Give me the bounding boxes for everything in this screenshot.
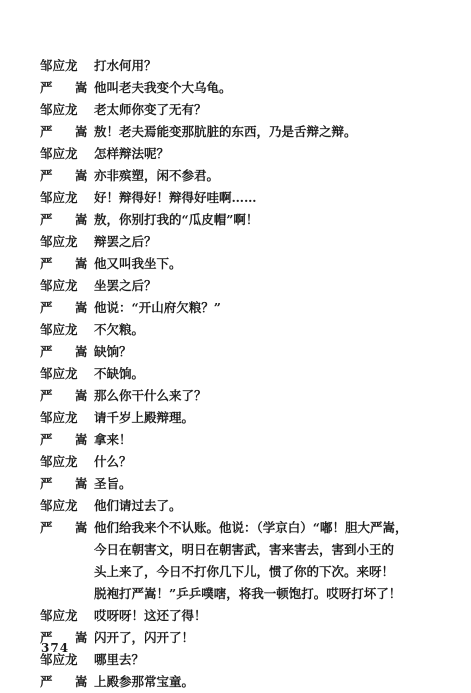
dialogue-text: 闪开了，闪开了！ (94, 630, 195, 645)
dialogue-line (0, 517, 471, 539)
dialogue-text: 敖，你别打我的“瓜皮帽”啊！ (94, 212, 259, 227)
dialogue-text: 不欠粮。 (94, 322, 145, 337)
speaker-name: 严 嵩 (40, 674, 97, 689)
dialogue-line (0, 121, 471, 143)
speaker-name: 严 嵩 (40, 476, 97, 491)
speaker-name: 邹应龙 (40, 366, 78, 381)
dialogue-line (0, 319, 471, 341)
speaker-name: 严 嵩 (40, 432, 97, 447)
speaker-name: 邹应龙 (40, 190, 78, 205)
speaker-name: 严 嵩 (40, 300, 97, 315)
dialogue-text: 怎样辩法呢？ (94, 146, 170, 161)
dialogue-line (0, 385, 471, 407)
speaker-name: 邹应龙 (40, 652, 78, 667)
dialogue-text: 老太师你变了无有？ (94, 102, 207, 117)
speaker-name: 严 嵩 (40, 344, 97, 359)
dialogue-line (0, 231, 471, 253)
speaker-name: 严 嵩 (40, 80, 97, 95)
speaker-name: 邹应龙 (40, 102, 78, 117)
dialogue-line (0, 429, 471, 451)
speaker-name: 严 嵩 (40, 124, 97, 139)
dialogue-text: 圣旨。 (94, 476, 132, 491)
speaker-name: 严 嵩 (40, 520, 97, 535)
dialogue-line (0, 407, 471, 429)
dialogue-line (0, 649, 471, 671)
dialogue-text: 亦非殡塑，闲不参君。 (94, 168, 220, 183)
dialogue-text: 上殿参那常宝童。 (94, 674, 195, 689)
dialogue-text: 他叫老夫我变个大乌龟。 (94, 80, 232, 95)
dialogue-text: 打水何用？ (94, 58, 157, 73)
dialogue-text: 他们请过去了。 (94, 498, 182, 513)
dialogue-line (0, 451, 471, 473)
dialogue-line (0, 495, 471, 517)
dialogue-line (0, 539, 471, 561)
dialogue-line (0, 605, 471, 627)
dialogue-line (0, 275, 471, 297)
dialogue-line (0, 473, 471, 495)
dialogue-text: 什么？ (94, 454, 132, 469)
dialogue-line (0, 341, 471, 363)
dialogue-text: 今日在朝害文，明日在朝害武，害来害去，害到小王的 (94, 542, 395, 557)
dialogue-text: 坐罢之后？ (94, 278, 157, 293)
speaker-name: 邹应龙 (40, 146, 78, 161)
dialogue-text: 他又叫我坐下。 (94, 256, 182, 271)
dialogue-line (0, 55, 471, 77)
speaker-name: 严 嵩 (40, 388, 97, 403)
page-number: 374 (41, 641, 70, 655)
speaker-name: 邹应龙 (40, 322, 78, 337)
speaker-name: 严 嵩 (40, 212, 97, 227)
dialogue-text: 头上来了，今日不打你几下儿，惯了你的下次。来呀！ (94, 564, 395, 579)
dialogue-line (0, 143, 471, 165)
dialogue-line (0, 209, 471, 231)
dialogue-line (0, 99, 471, 121)
dialogue-text: 那么你干什么来了？ (94, 388, 207, 403)
speaker-name: 邹应龙 (40, 498, 78, 513)
dialogue-text: 辩罢之后？ (94, 234, 157, 249)
dialogue-line (0, 627, 471, 649)
speaker-name: 邹应龙 (40, 58, 78, 73)
dialogue-text: 请千岁上殿辩理。 (94, 410, 195, 425)
dialogue-line (0, 77, 471, 99)
speaker-name: 严 嵩 (40, 256, 97, 271)
speaker-name: 邹应龙 (40, 410, 78, 425)
dialogue-text: 他说：“开山府欠粮？” (94, 300, 221, 315)
dialogue-text: 哎呀呀！这还了得！ (94, 608, 207, 623)
speaker-name: 严 嵩 (40, 168, 97, 183)
dialogue-line (0, 363, 471, 385)
speaker-name: 严 嵩 (40, 630, 97, 645)
dialogue-line (0, 561, 471, 583)
dialogue-line (0, 583, 471, 605)
dialogue-text: 不缺饷。 (94, 366, 145, 381)
dialogue-text: 好！辩得好！辩得好哇啊…… (94, 190, 257, 205)
speaker-name: 邹应龙 (40, 454, 78, 469)
dialogue-text: 哪里去？ (94, 652, 145, 667)
dialogue-text: 敖！老夫焉能变那肮脏的东西，乃是舌辩之辩。 (94, 124, 357, 139)
dialogue-line (0, 165, 471, 187)
speaker-name: 邹应龙 (40, 278, 78, 293)
speaker-name: 邹应龙 (40, 234, 78, 249)
dialogue-text: 缺饷？ (94, 344, 132, 359)
dialogue-text: 拿来！ (94, 432, 132, 447)
speaker-name: 邹应龙 (40, 608, 78, 623)
dialogue-line (0, 187, 471, 209)
dialogue-line (0, 297, 471, 319)
dialogue-text: 他们给我来个不认账。他说：（学京白）“嘟！胆大严嵩， (94, 520, 408, 535)
dialogue-line (0, 253, 471, 275)
dialogue-text: 脱袍打严嵩！”乒乒噗嗐，将我一顿饱打。哎呀打坏了！ (94, 586, 402, 601)
